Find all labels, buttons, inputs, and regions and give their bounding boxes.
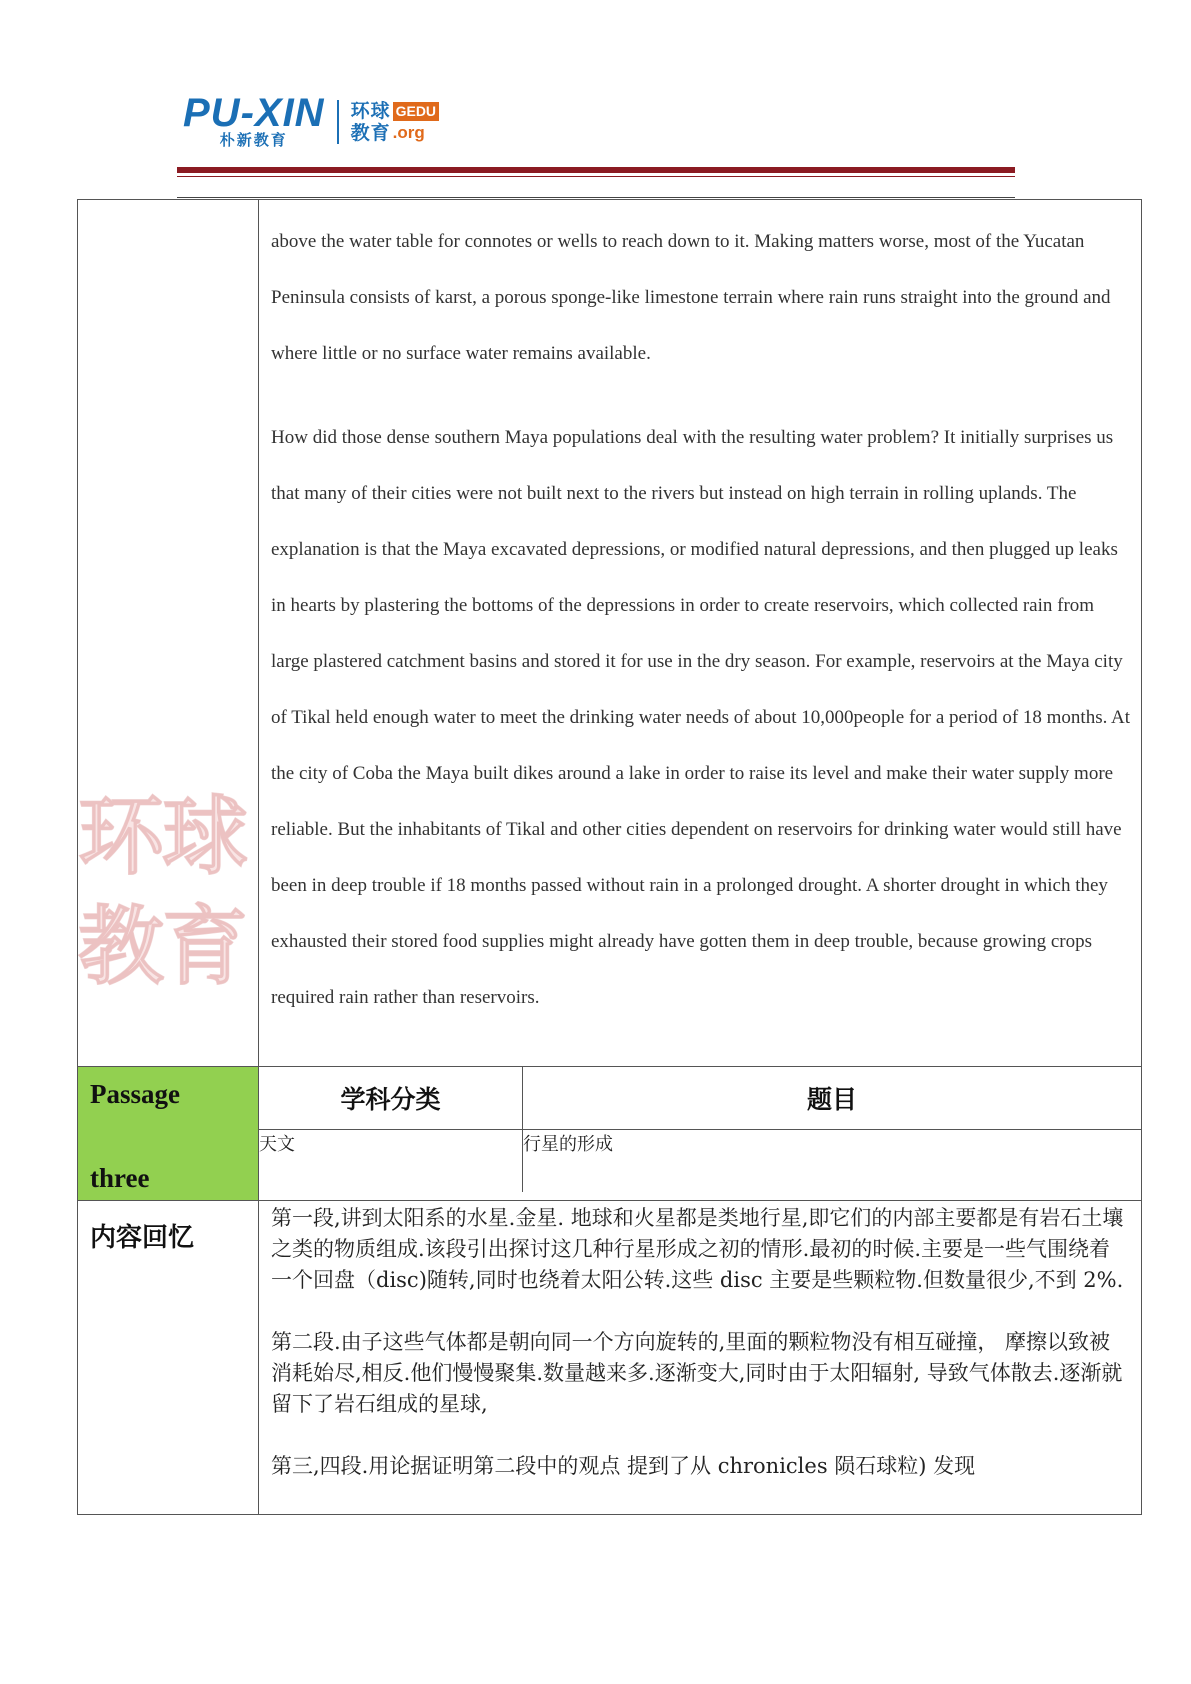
passage-three-label-cell [78, 1067, 259, 1201]
recall-paragraph: 第二段.由子这些气体都是朝向同一个方向旋转的,里面的颗粒物没有相互碰撞， 摩擦以致被消耗始尽,相反.他们慢慢聚集.数量越来多.逐渐变大,同时由于太阳辐射, 导致气体散去.逐渐就留下了岩石组成的星球, [271, 1330, 1123, 1416]
header-rule-gray [177, 197, 1015, 198]
header-rule-thin [177, 176, 1015, 177]
recall-label: 内容回忆 [90, 1223, 195, 1253]
recall-text-cell [259, 1201, 1142, 1515]
puxin-logo [183, 90, 325, 149]
recall-label-cell [78, 1201, 259, 1515]
passage-row [78, 200, 1142, 1067]
logo-divider [337, 100, 339, 144]
header-rule-thick [177, 167, 1015, 173]
passage-paragraph: How did those dense southern Maya populations deal with the resulting water problem? It initially surprises us that many of their cities were not built next to the rivers but instead on high terrain in rolling uplands. The explanation is that the Maya excavated depressions, or modified natural depressions, and then plugged up leaks in hearts by plastering the bottoms of the depressions in order to create reservoirs, which collected rain from large plastered catchment basins and stored it for use in the dry season. For example, reservoirs at the Maya city of Tikal held enough water to meet the drinking water needs of about 10,000people for a period of 18 months. At the city of Coba the Maya built dikes around a lake in order to raise its level and make their water supply more reliable. But the inhabitants of Tikal and other cities dependent on reservoirs for drinking water would still have been in deep trouble if 18 months passed without rain in a prolonged drought. A shorter drought in which they exhausted their stored food supplies might already have gotten them in deep trouble, because growing crops required rain rather than reservoirs. [271, 427, 1131, 1008]
gedu-logo-org: .org [392, 123, 425, 142]
recall-paragraph: 第三,四段.用论据证明第二段中的观点 提到了从 chronicles 陨石球粒) 发现 [271, 1454, 976, 1478]
passage-text [259, 200, 1141, 1066]
passage-label-cell [78, 200, 259, 1067]
passage-three-label-line2: three [90, 1163, 150, 1193]
gedu-logo-cn-bottom: 教育 [350, 122, 391, 144]
content-table [77, 199, 1142, 1515]
gedu-logo [351, 100, 439, 144]
subject-header: 学科分类 [259, 1067, 523, 1130]
recall-row [78, 1201, 1142, 1515]
gedu-logo-badge: GEDU [393, 102, 439, 121]
passage-three-info-table [259, 1067, 1141, 1192]
title-header: 题目 [523, 1067, 1142, 1130]
puxin-logo-subtext: 朴新教育 [219, 130, 288, 149]
passage-three-row [78, 1067, 1142, 1201]
passage-three-label-line1: Passage [90, 1079, 180, 1109]
logo [183, 90, 439, 149]
subject-value: 天文 [259, 1130, 523, 1193]
recall-paragraph: 第一段,讲到太阳系的水星.金星. 地球和火星都是类地行星,即它们的内部主要都是有岩石土壤之类的物质组成.该段引出探讨这几种行星形成之初的情形.最初的时候.主要是一些气围绕着一个回盘（disc)随转,同时也绕着太阳公转.这些 disc 主要是些颗粒物.但数量很少,不到 2%. [271, 1206, 1124, 1292]
watermark: 环球教育 [78, 787, 246, 997]
passage-three-info-cell [259, 1067, 1142, 1201]
recall-text [259, 1201, 1141, 1482]
puxin-logo-text: PU-XIN [183, 90, 325, 135]
title-value: 行星的形成 [523, 1134, 613, 1155]
passage-paragraph: above the water table for connotes or wells to reach down to it. Making matters worse, most of the Yucatan Peninsula consists of karst, a porous sponge-like limestone terrain where rain runs straight into the ground and where little or no surface water remains available. [271, 231, 1111, 364]
gedu-logo-cn-top: 环球 [350, 100, 391, 122]
passage-text-cell [259, 200, 1142, 1067]
